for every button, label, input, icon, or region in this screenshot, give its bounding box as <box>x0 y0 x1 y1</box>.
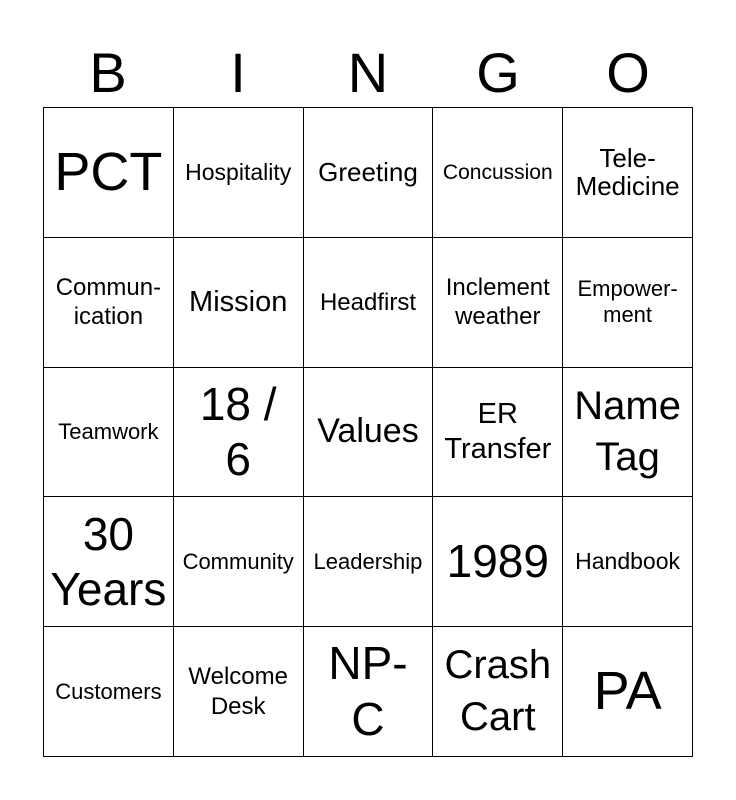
bingo-cell: Tele- Medicine <box>563 108 693 238</box>
header-letter-i: I <box>230 41 246 104</box>
bingo-cell: Name Tag <box>563 368 693 498</box>
bingo-cell: Empower- ment <box>563 238 693 368</box>
bingo-cell: Community <box>174 497 304 627</box>
bingo-grid <box>43 107 693 757</box>
bingo-cell: 1989 <box>433 497 563 627</box>
bingo-cell: 30 Years <box>44 497 174 627</box>
bingo-cell: Headfirst <box>304 238 434 368</box>
header-letter-b: B <box>89 41 127 104</box>
bingo-cell: Inclement weather <box>433 238 563 368</box>
header-letter-o: O <box>606 41 650 104</box>
bingo-cell: Commun- ication <box>44 238 174 368</box>
header-letter-g: G <box>476 41 520 104</box>
bingo-cell: Customers <box>44 627 174 757</box>
header-letter-n: N <box>347 41 389 104</box>
bingo-cell: PA <box>563 627 693 757</box>
bingo-cell: Values <box>304 368 434 498</box>
bingo-cell: 18 / 6 <box>174 368 304 498</box>
bingo-cell: Crash Cart <box>433 627 563 757</box>
bingo-cell: ER Transfer <box>433 368 563 498</box>
bingo-cell: Handbook <box>563 497 693 627</box>
bingo-header <box>43 40 693 106</box>
bingo-cell: Concussion <box>433 108 563 238</box>
bingo-cell: Teamwork <box>44 368 174 498</box>
bingo-cell: Welcome Desk <box>174 627 304 757</box>
bingo-cell: Mission <box>174 238 304 368</box>
bingo-cell: NP- C <box>304 627 434 757</box>
bingo-cell: PCT <box>44 108 174 238</box>
bingo-cell: Leadership <box>304 497 434 627</box>
bingo-cell: Hospitality <box>174 108 304 238</box>
bingo-cell: Greeting <box>304 108 434 238</box>
